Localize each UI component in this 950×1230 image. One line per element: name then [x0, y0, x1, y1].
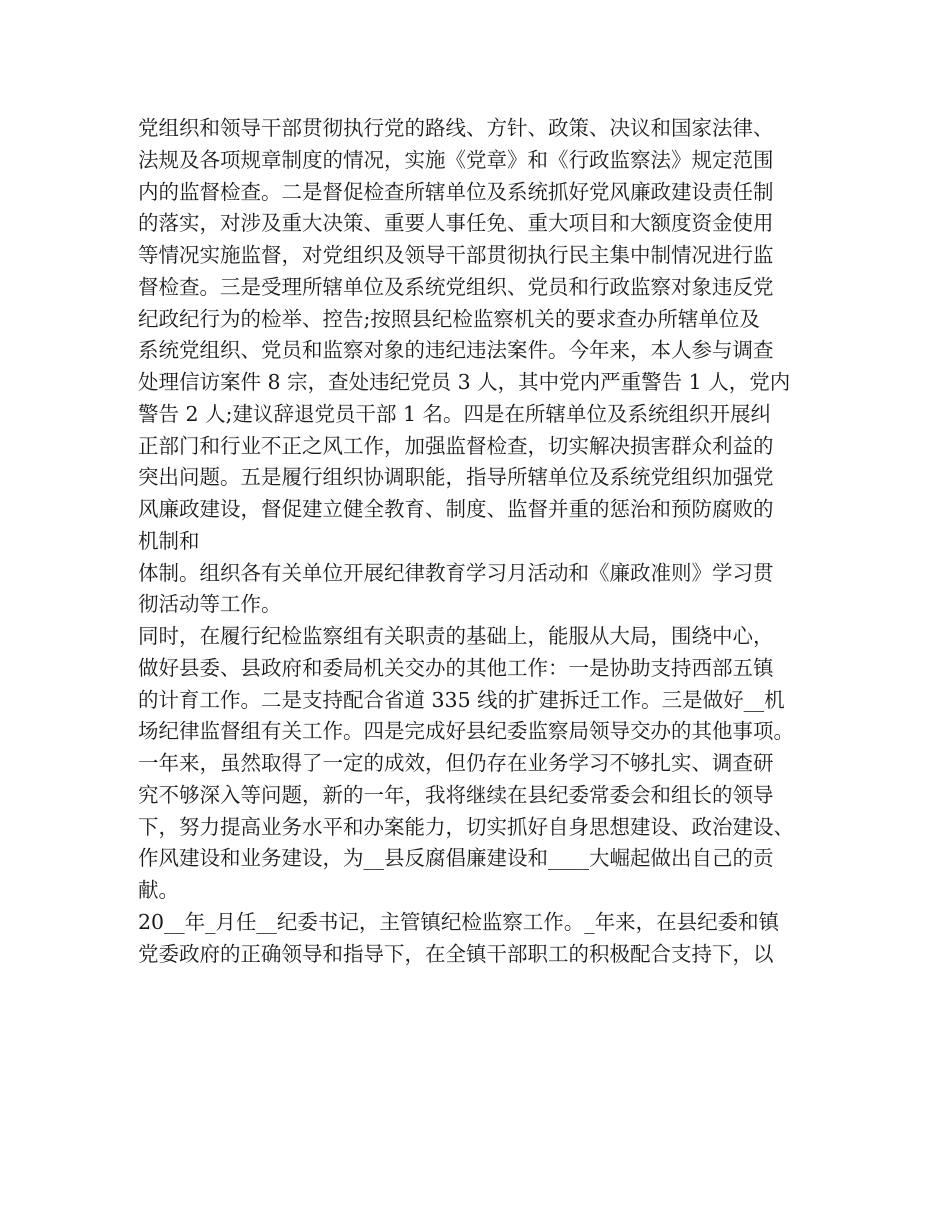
text-line: 做好县委、县政府和委局机关交办的其他工作：一是协助支持西部五镇	[138, 655, 774, 680]
text-line: 究不够深入等问题，新的一年，我将继续在县纪委常委会和组长的领导	[138, 782, 774, 807]
text-line: 法规及各项规章制度的情况，实施《党章》和《行政监察法》规定范围	[138, 147, 774, 172]
text-line: 体制。组织各有关单位开展纪律教育学习月活动和《廉政准则》学习贯	[138, 560, 774, 585]
text-line: 警告 2 人;建议辞退党员干部 1 名。四是在所辖单位及系统组织开展纠	[138, 401, 772, 426]
text-line: 党委政府的正确领导和指导下，在全镇干部职工的积极配合支持下，以	[138, 941, 774, 966]
text-line: 正部门和行业不正之风工作，加强监督检查，切实解决损害群众利益的	[138, 433, 774, 458]
text-line: 督检查。三是受理所辖单位及系统党组织、党员和行政监察对象违反党	[138, 274, 774, 299]
text-line: 20__年_月任__纪委书记，主管镇纪检监察工作。_年来，在县纪委和镇	[138, 909, 780, 934]
text-line: 党组织和领导干部贯彻执行党的路线、方针、政策、决议和国家法律、	[138, 116, 774, 140]
text-line: 系统党组织、党员和监察对象的违纪违法案件。今年来，本人参与调查	[138, 338, 774, 363]
text-line: 风廉政建设，督促建立健全教育、制度、监督并重的惩治和预防腐败的	[138, 497, 774, 521]
text-line: 献。	[138, 878, 179, 902]
text-line: 的落实，对涉及重大决策、重要人事任免、重大项目和大额度资金使用	[138, 211, 774, 236]
text-line: 下，努力提高业务水平和办案能力，切实抓好自身思想建设、政治建设、	[138, 814, 794, 839]
text-line: 突出问题。五是履行组织协调职能，指导所辖单位及系统党组织加强党	[138, 465, 774, 490]
text-line: 的计育工作。二是支持配合省道 335 线的扩建拆迁工作。三是做好__机	[138, 687, 785, 712]
text-line: 内的监督检查。二是督促检查所辖单位及系统抓好党风廉政建设责任制	[138, 179, 774, 204]
text-line: 作风建设和业务建设，为__县反腐倡廉建设和____大崛起做出自己的贡	[138, 846, 774, 871]
text-line: 场纪律监督组有关工作。四是完成好县纪委监察局领导交办的其他事项。	[138, 719, 794, 744]
text-line: 一年来，虽然取得了一定的成效，但仍存在业务学习不够扎实、调查研	[138, 751, 774, 775]
text-line: 等情况实施监督，对党组织及领导干部贯彻执行民主集中制情况进行监	[138, 243, 774, 267]
text-line: 处理信访案件 8 宗，查处违纪党员 3 人，其中党内严重警告 1 人，党内	[138, 370, 791, 394]
text-line: 机制和	[138, 528, 200, 553]
text-line: 彻活动等工作。	[138, 592, 282, 617]
text-line: 纪政纪行为的检举、控告;按照县纪检监察机关的要求查办所辖单位及	[138, 306, 760, 331]
body-text	[138, 113, 838, 970]
text-line: 同时，在履行纪检监察组有关职责的基础上，能服从大局，围绕中心，	[138, 624, 774, 648]
